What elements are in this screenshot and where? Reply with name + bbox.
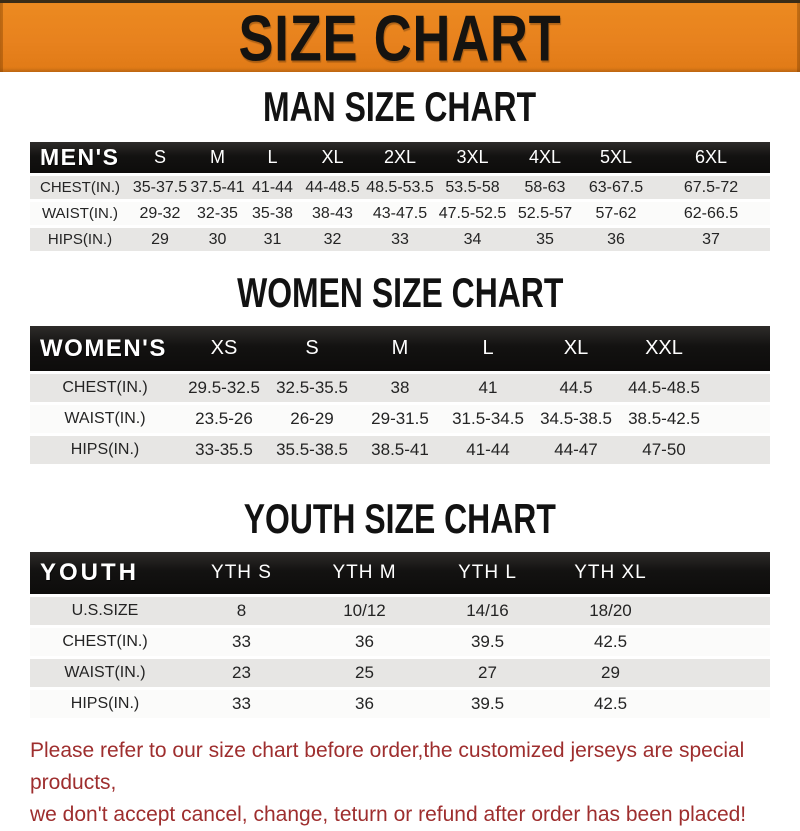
size-value-cell: 41-44 <box>245 173 300 199</box>
column-header: XL <box>532 326 620 371</box>
size-value-cell: 48.5-53.5 <box>365 173 435 199</box>
row-label: HIPS(IN.) <box>30 433 180 464</box>
size-value-cell: 31 <box>245 225 300 251</box>
size-value-cell: 10/12 <box>303 594 426 625</box>
size-value-cell: 42.5 <box>549 625 672 656</box>
size-value-cell: 34 <box>435 225 510 251</box>
spacer-cell <box>708 371 770 402</box>
size-value-cell: 44-48.5 <box>300 173 365 199</box>
size-value-cell: 44.5 <box>532 371 620 402</box>
disclaimer-line-1: Please refer to our size chart before order,the customized jerseys are special products, <box>30 739 745 794</box>
size-value-cell: 35-38 <box>245 199 300 225</box>
table-title-cell: WOMEN'S <box>30 326 180 371</box>
size-value-cell: 36 <box>303 625 426 656</box>
column-header: L <box>444 326 532 371</box>
size-value-cell: 41-44 <box>444 433 532 464</box>
size-value-cell: 23 <box>180 656 303 687</box>
size-value-cell: 30 <box>190 225 245 251</box>
table-row <box>30 225 770 251</box>
column-header: YTH M <box>303 552 426 594</box>
size-value-cell: 29 <box>130 225 190 251</box>
column-header: 5XL <box>580 142 652 173</box>
column-header: 6XL <box>652 142 770 173</box>
table-row <box>30 402 770 433</box>
men-size-table <box>30 142 770 251</box>
section-heading-men <box>0 84 800 132</box>
size-value-cell: 27 <box>426 656 549 687</box>
size-value-cell: 35-37.5 <box>130 173 190 199</box>
spacer-cell <box>672 594 770 625</box>
spacer-cell <box>672 552 770 594</box>
size-value-cell: 58-63 <box>510 173 580 199</box>
size-value-cell: 38-43 <box>300 199 365 225</box>
size-value-cell: 33 <box>365 225 435 251</box>
size-value-cell: 52.5-57 <box>510 199 580 225</box>
size-value-cell: 39.5 <box>426 625 549 656</box>
column-header: L <box>245 142 300 173</box>
size-value-cell: 26-29 <box>268 402 356 433</box>
table-row <box>30 687 770 718</box>
column-header: 2XL <box>365 142 435 173</box>
size-value-cell: 29-32 <box>130 199 190 225</box>
spacer-cell <box>672 625 770 656</box>
column-header: 4XL <box>510 142 580 173</box>
youth-size-grid <box>30 552 770 718</box>
size-value-cell: 18/20 <box>549 594 672 625</box>
column-header: 3XL <box>435 142 510 173</box>
column-header: YTH L <box>426 552 549 594</box>
size-value-cell: 57-62 <box>580 199 652 225</box>
table-row <box>30 594 770 625</box>
row-label: CHEST(IN.) <box>30 371 180 402</box>
row-label: WAIST(IN.) <box>30 656 180 687</box>
section-heading-youth-text: YOUTH SIZE CHART <box>243 496 557 544</box>
size-value-cell: 63-67.5 <box>580 173 652 199</box>
size-value-cell: 37.5-41 <box>190 173 245 199</box>
size-value-cell: 8 <box>180 594 303 625</box>
table-header-row <box>30 552 770 594</box>
size-value-cell: 36 <box>580 225 652 251</box>
column-header: S <box>130 142 190 173</box>
size-value-cell: 38 <box>356 371 444 402</box>
size-value-cell: 33-35.5 <box>180 433 268 464</box>
size-value-cell: 39.5 <box>426 687 549 718</box>
size-value-cell: 32-35 <box>190 199 245 225</box>
size-value-cell: 47-50 <box>620 433 708 464</box>
disclaimer-text <box>30 735 775 831</box>
table-row <box>30 433 770 464</box>
size-value-cell: 42.5 <box>549 687 672 718</box>
column-header: S <box>268 326 356 371</box>
row-label: CHEST(IN.) <box>30 625 180 656</box>
size-value-cell: 35.5-38.5 <box>268 433 356 464</box>
section-heading-women-text: WOMEN SIZE CHART <box>236 270 564 318</box>
size-value-cell: 29 <box>549 656 672 687</box>
section-heading-youth <box>0 496 800 544</box>
size-chart-banner <box>0 0 800 75</box>
spacer-cell <box>708 402 770 433</box>
size-value-cell: 32 <box>300 225 365 251</box>
spacer-cell <box>672 687 770 718</box>
size-value-cell: 31.5-34.5 <box>444 402 532 433</box>
size-value-cell: 37 <box>652 225 770 251</box>
table-title-cell: YOUTH <box>30 552 180 594</box>
column-header: XXL <box>620 326 708 371</box>
size-value-cell: 33 <box>180 625 303 656</box>
size-value-cell: 41 <box>444 371 532 402</box>
row-label: HIPS(IN.) <box>30 687 180 718</box>
size-value-cell: 47.5-52.5 <box>435 199 510 225</box>
size-value-cell: 14/16 <box>426 594 549 625</box>
row-label: CHEST(IN.) <box>30 173 130 199</box>
size-value-cell: 38.5-42.5 <box>620 402 708 433</box>
column-header: XL <box>300 142 365 173</box>
row-label: U.S.SIZE <box>30 594 180 625</box>
table-row <box>30 173 770 199</box>
size-value-cell: 67.5-72 <box>652 173 770 199</box>
spacer-cell <box>708 433 770 464</box>
column-header: M <box>190 142 245 173</box>
women-size-grid <box>30 326 770 464</box>
spacer-cell <box>672 656 770 687</box>
size-value-cell: 23.5-26 <box>180 402 268 433</box>
section-heading-men-text: MAN SIZE CHART <box>263 84 537 132</box>
column-header: YTH S <box>180 552 303 594</box>
size-value-cell: 35 <box>510 225 580 251</box>
size-value-cell: 29-31.5 <box>356 402 444 433</box>
men-size-grid <box>30 142 770 251</box>
column-header: M <box>356 326 444 371</box>
size-value-cell: 44.5-48.5 <box>620 371 708 402</box>
column-header: YTH XL <box>549 552 672 594</box>
table-row <box>30 199 770 225</box>
spacer-cell <box>708 326 770 371</box>
women-size-table <box>30 326 770 464</box>
size-value-cell: 53.5-58 <box>435 173 510 199</box>
size-value-cell: 29.5-32.5 <box>180 371 268 402</box>
size-value-cell: 33 <box>180 687 303 718</box>
table-row <box>30 371 770 402</box>
size-value-cell: 32.5-35.5 <box>268 371 356 402</box>
size-value-cell: 25 <box>303 656 426 687</box>
table-title-cell: MEN'S <box>30 142 130 173</box>
youth-size-table <box>30 552 770 718</box>
size-value-cell: 34.5-38.5 <box>532 402 620 433</box>
row-label: WAIST(IN.) <box>30 199 130 225</box>
table-row <box>30 656 770 687</box>
table-header-row <box>30 326 770 371</box>
size-value-cell: 44-47 <box>532 433 620 464</box>
size-value-cell: 62-66.5 <box>652 199 770 225</box>
banner-title: SIZE CHART <box>238 0 562 75</box>
column-header: XS <box>180 326 268 371</box>
table-header-row <box>30 142 770 173</box>
row-label: WAIST(IN.) <box>30 402 180 433</box>
size-value-cell: 36 <box>303 687 426 718</box>
disclaimer-line-2: we don't accept cancel, change, teturn or refund after order has been placed! <box>30 802 747 826</box>
section-heading-women <box>0 270 800 318</box>
row-label: HIPS(IN.) <box>30 225 130 251</box>
size-value-cell: 38.5-41 <box>356 433 444 464</box>
table-row <box>30 625 770 656</box>
size-value-cell: 43-47.5 <box>365 199 435 225</box>
